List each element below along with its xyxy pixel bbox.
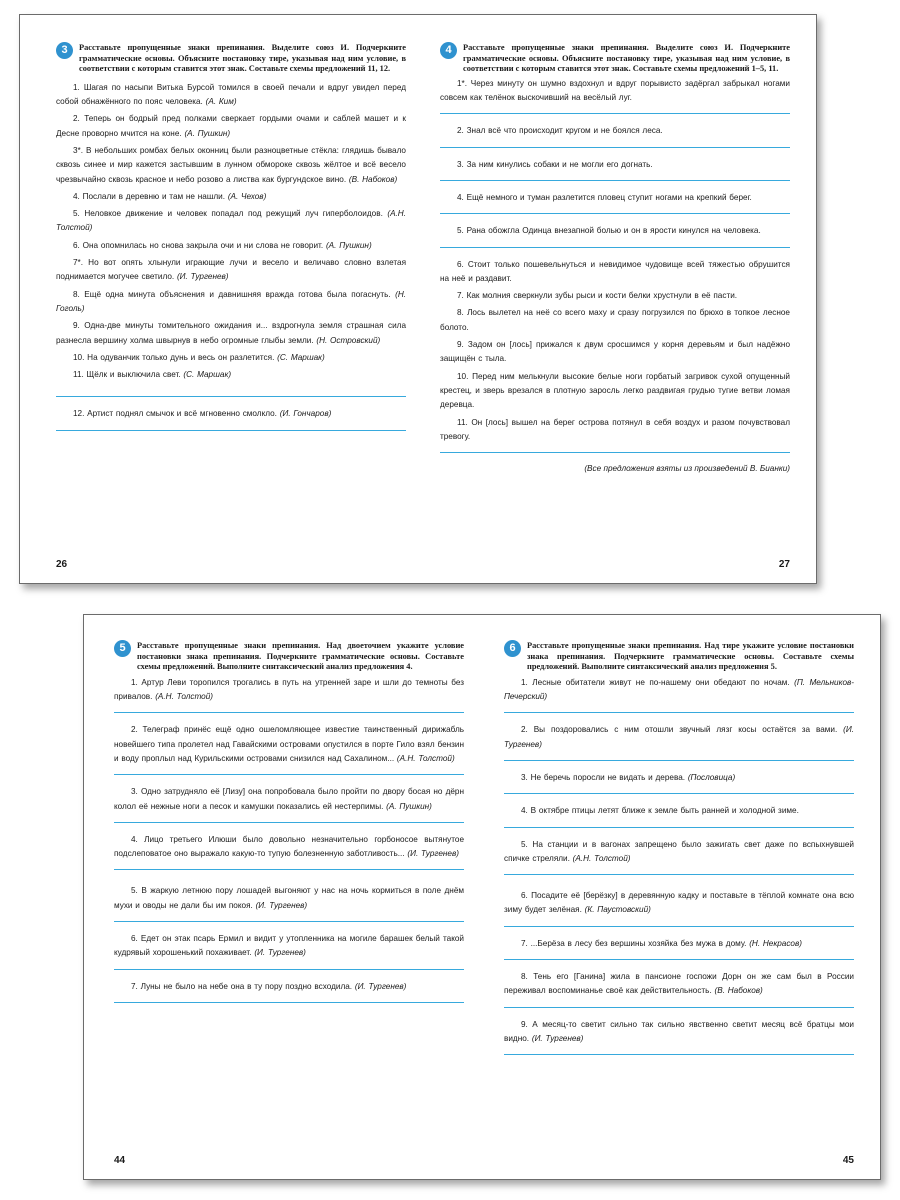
answer-line [114,1002,464,1003]
task-header [440,43,790,75]
answer-line [114,969,464,970]
sentence-item: 1*. Через минуту он шумно вздохнул и вдруг порывисто задёргал забрыкал ногами совсем как телёнок выскочивший на весёлый луг. [440,78,790,103]
answer-line [56,396,406,397]
task-number-badge: 3 [56,42,73,59]
answer-line [440,452,790,453]
sentence-item: 10. Перед ним мелькнули высокие белые ноги горбатый загривок сухой опущенный крестец, и зверь врезался в плотную заросль легко раздвигая грудью тугие ветви ломая деревца. [440,371,790,410]
answer-line [114,921,464,922]
task-instruction: Расставьте пропущенные знаки препинания. Над двоеточием укажите условие постановки знака препинания. Подчеркните грамматические основы. Составьте схемы предложений. Выполните синтаксический анализ предложения 4. [137,641,464,672]
sentence-item: 4. В октябре птицы летят ближе к земле быть ранней и холодной зиме. [521,806,799,816]
answer-line [114,822,464,823]
sentence-item: 2. Телеграф принёс ещё одно ошеломляющее известие таинственный дирижабль новейшего типа пролетел над Гавайскими островами опустился в порте Гило взял бензин и воду проплыл над Курильскими островами снизился над Сахалином... (А.Н. Толстой) [114,725,464,763]
sentence-item: 2. Знал всё что происходит кругом и не боялся леса. [457,126,663,136]
answer-line [56,430,406,431]
answer-line [440,180,790,181]
answer-line [440,213,790,214]
sentence-item: 5. Неловкое движение и человек попадал под режущий луч гиперболоидов. (А.Н. Толстой) [56,209,406,233]
sentence-item: 1. Артур Леви торопился трогались в путь на утренней заре и шли до темноты без привалов. (А.Н. Толстой) [114,677,464,702]
sentence-item: 8. Лось вылетел на неё со всего маху и сразу погрузился по брюхо в топкое лесное болото. [440,308,790,332]
answer-line [504,827,854,828]
sentence-item: 6. Посадите её [берёзку] в деревянную кадку и поставьте в тёплой комнате она всю зиму будет зелёная. (К. Паустовский) [504,891,854,915]
page-number: 27 [778,559,790,570]
task-instruction: Расставьте пропущенные знаки препинания. Выделите союз И. Подчеркните грамматические основы. Объясните постановку тире, указывая над ним условие, в соответствии с которым ставится этот знак. Составьте схемы предложений 1–5, 11. [463,43,790,74]
sentence-item: 5. Рана обожгла Одинца внезапной болью и он в ярости кинулся на человека. [457,226,761,236]
answer-line [504,760,854,761]
sentence-item: 6. Она опомнилась но снова закрыла очи и ни слова не говорит. (А. Пушкин) [73,240,372,250]
page-number: 45 [842,1155,854,1166]
page-26 [56,15,406,583]
sentence-item: 12. Артист поднял смычок и всё мгновенно смолкло. (И. Гончаров) [73,409,332,419]
sentence-item: 3. Одно затрудняло её [Лизу] она попробовала было пройти по двору босая но дёрн колол её нежные ноги а песок и камушки показались ей нестерпимы. (А. Пушкин) [114,787,464,811]
sentence-item: 7. Как молния сверкнули зубы рыси и кости белки хрустнули в её пасти. [457,291,738,301]
task-number-badge: 6 [504,640,521,657]
sentence-item: 9. Одна-две минуты томительного ожидания и... вздрогнула земля страшная сила разнесла вершину холма швырнув в небо огромные глыбы земли. (Н. Островский) [56,321,406,345]
answer-line [114,869,464,870]
sentence-item: 6. Едет он этак псарь Ермил и видит у утопленника на могиле барашек белый такой кудрявый хорошенький похаживает. (И. Тургенев) [114,934,464,958]
source-footnote: (Все предложения взяты из произведений В. Бианки) [584,464,790,474]
task-header [504,641,854,673]
page-44 [114,615,464,1179]
answer-line [504,926,854,927]
task-instruction: Расставьте пропущенные знаки препинания. Выделите союз И. Подчеркните грамматические основы. Объясните постановку тире, указывая над ним условие, в соответствии с которым ставится этот знак. Составьте схемы предложений 11, 12. [79,43,406,74]
sentence-item: 11. Он [лось] вышел на берег острова потянул в себя воздух и разом почувствовал тревогу. [440,417,790,441]
sentence-item: 2. Вы поздоровались с ним отошли звучный лязг косы остаётся за вами. (И. Тургенев) [504,725,854,749]
answer-line [504,1054,854,1055]
answer-line [114,712,464,713]
task-header [56,43,406,75]
sentence-item: 3. Не беречь поросли не видать и дерева. (Пословица) [521,772,736,782]
sentence-item: 3. За ним кинулись собаки и не могли его догнать. [457,159,653,169]
page-27 [440,15,790,583]
sentence-item: 1. Шагая по насыпи Витька Бурсой томился в своей печали и вдруг увидел перед собой обнажённого по пояс человека. (А. Ким) [56,82,406,107]
answer-line [440,113,790,114]
sentence-item: 8. Тень его [Ганина] жила в пансионе госпожи Дорн он же сам был в России переживал воспоминанье своё как действительность. (В. Набоков) [504,972,854,996]
answer-line [504,793,854,794]
page-number: 26 [56,559,68,570]
sentence-item: 4. Лицо третьего Илюши было довольно незначительно горбоносое вытянутое подслеповатое оно выражало какую-то тупую болезненную заботливость... (И. Тургенев) [114,834,464,859]
sentence-item: 9. А месяц-то светит сильно так сильно явственно светит месяц всё братцы мои видно. (И. Тургенев) [504,1019,854,1043]
sentence-item: 7. Луны не было на небе она в ту пору поздно всходила. (И. Тургенев) [131,981,407,991]
sentence-item: 1. Лесные обитатели живут не по-нашему они обедают по ночам. (П. Мельников-Печерский) [504,677,854,702]
sentence-item: 5. На станции и в вагонах запрещено было зажигать свет даже по вспыхнувшей спичке стреляли. (А.Н. Толстой) [504,839,854,863]
page-number: 44 [114,1155,126,1166]
sentence-item: 4. Послали в деревню и там не нашли. (А. Чехов) [73,191,267,201]
sentence-item: 7. ...Берёза в лесу без вершины хозяйка без мужа в дому. (Н. Некрасов) [521,938,802,948]
answer-line [440,147,790,148]
task-number-badge: 4 [440,42,457,59]
sentence-item: 3*. В небольших ромбах белых оконниц были разноцветные стёкла: глядишь бывало сквозь синее и мир кажется застывшим в лунном обмороке сквозь жёлтое и всё весело чрезвычайно сквозь красное и небо розово а листва как бургундское вино. (В. Набоков) [56,145,406,184]
page-45 [504,615,854,1179]
answer-line [504,874,854,875]
answer-line [114,774,464,775]
sentence-item: 10. На одуванчик только дунь и весь он разлетится. (С. Маршак) [73,352,325,362]
task-number-badge: 5 [114,640,131,657]
answer-line [504,1007,854,1008]
sentence-item: 8. Ещё одна минута объяснения и давнишняя вражда готова была погаснуть. (Н. Гоголь) [56,289,407,313]
sentence-item: 2. Теперь он бодрый пред полками сверкает гордыми очами и саблей машет и к Десне проворно мчится на коне. (А. Пушкин) [56,114,406,138]
sentence-item: 5. В жаркую летнюю пору лошадей выгоняют у нас на ночь кормиться в поле днём мухи и оводы не дали бы им покоя. (И. Тургенев) [114,886,464,910]
task-instruction: Расставьте пропущенные знаки препинания. Над тире укажите условие постановки знака препинания. Подчеркните грамматические основы. Составьте схемы предложений. Выполните синтаксический анализ предложения 5. [527,641,854,672]
sentence-item: 11. Щёлк и выключила свет. (С. Маршак) [73,370,232,380]
sentence-item: 6. Стоит только пошевельнуться и невидимое чудовище всей тяжестью обрушится на неё и раздавит. [440,259,790,283]
answer-line [504,712,854,713]
sentence-item: 4. Ещё немного и туман разлетится пловец ступит ногами на крепкий берег. [457,192,752,202]
answer-line [440,247,790,248]
book-spread-bottom [83,614,881,1180]
sentence-item: 9. Задом он [лось] прижался к двум сросшимся у корня деревьям и был надёжно защищён с тыла. [440,340,790,364]
task-header [114,641,464,673]
sentence-item: 7*. Но вот опять хлынули играющие лучи и весело и величаво словно взлетая поднимается могучее светило. (И. Тургенев) [56,258,406,282]
answer-line [504,959,854,960]
book-spread-top [19,14,817,584]
